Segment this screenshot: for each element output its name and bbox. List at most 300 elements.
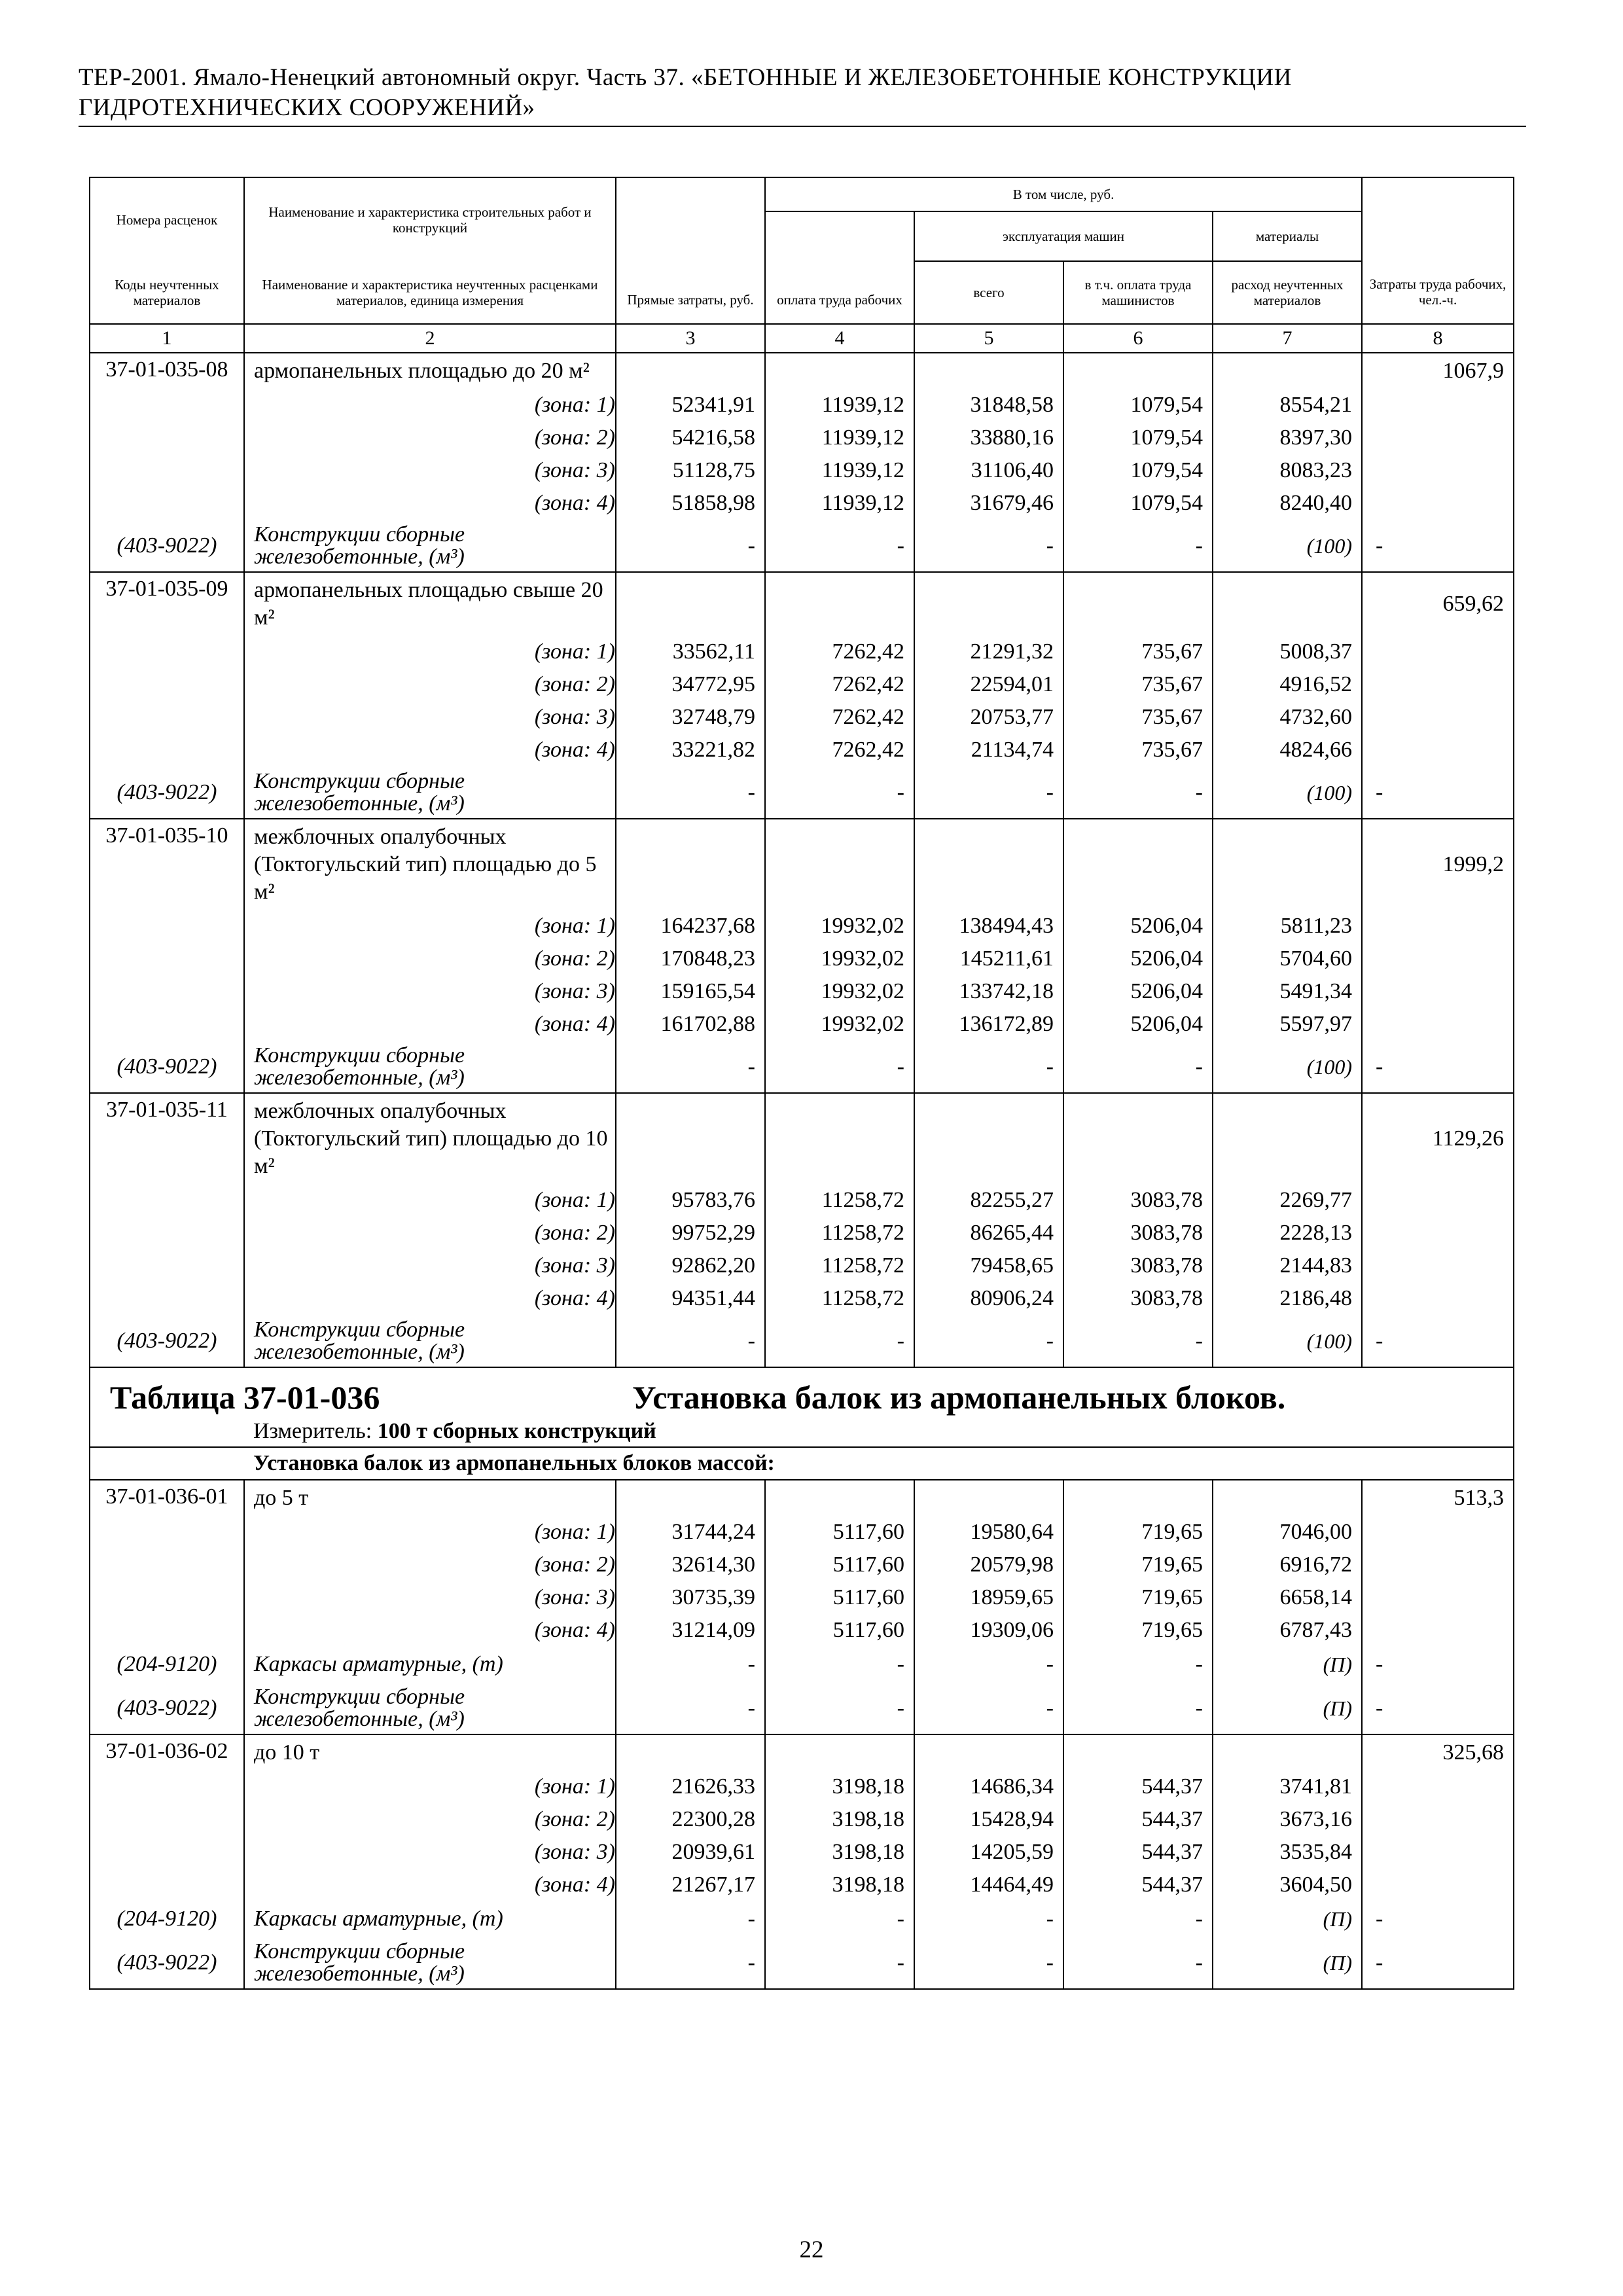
col1-top-header: Номера расценок: [90, 177, 244, 261]
section-title-cell: [90, 1367, 1514, 1416]
empty-cell: [90, 701, 244, 734]
material-name: Каркасы арматурные, (т): [244, 1647, 616, 1682]
zone-label: (зона: 3): [244, 1249, 616, 1282]
value-cell: 20939,61: [616, 1836, 765, 1869]
column-number: 5: [914, 324, 1063, 353]
rate-row: [90, 819, 1514, 910]
empty-cell: [1362, 422, 1514, 454]
dash-cell: -: [765, 1937, 914, 1989]
empty-cell: [914, 819, 1063, 910]
dash-cell: -: [765, 1041, 914, 1093]
zone-label: (зона: 1): [244, 910, 616, 942]
empty-cell: [765, 819, 914, 910]
empty-cell: [90, 1217, 244, 1249]
page-number: 22: [799, 2236, 824, 2263]
dash-cell: -: [1063, 520, 1213, 572]
dash-cell: -: [914, 1901, 1063, 1937]
empty-cell: [90, 1184, 244, 1217]
empty-cell: [1362, 942, 1514, 975]
value-cell: 1079,54: [1063, 389, 1213, 422]
zone-row: [90, 942, 1514, 975]
dash-cell: -: [765, 1682, 914, 1734]
labor-cost: 1999,2: [1362, 819, 1514, 910]
zone-row: [90, 1803, 1514, 1836]
rate-title: армопанельных площадью до 20 м²: [244, 353, 616, 389]
zone-row: [90, 1869, 1514, 1901]
value-cell: 33221,82: [616, 734, 765, 766]
rate-title: армопанельных площадью свыше 20 м²: [244, 572, 616, 636]
empty-cell: [1063, 1734, 1213, 1770]
zone-label: (зона: 2): [244, 668, 616, 701]
value-cell: 138494,43: [914, 910, 1063, 942]
value-cell: 7046,00: [1213, 1516, 1362, 1549]
col4-header: оплата труда рабочих: [765, 211, 914, 324]
value-cell: 5597,97: [1213, 1008, 1362, 1041]
empty-cell: [1362, 1770, 1514, 1803]
material-qty: (П): [1213, 1647, 1362, 1682]
material-name: Конструкции сборные железобетонные, (м³): [244, 1937, 616, 1989]
value-cell: 4732,60: [1213, 701, 1362, 734]
material-row: [90, 520, 1514, 572]
empty-cell: [914, 1093, 1063, 1184]
dash-cell: -: [616, 1901, 765, 1937]
material-row: [90, 1315, 1514, 1367]
value-cell: 719,65: [1063, 1614, 1213, 1647]
value-cell: 11939,12: [765, 454, 914, 487]
empty-cell: [90, 942, 244, 975]
column-number: 2: [244, 324, 616, 353]
zone-row: [90, 1249, 1514, 1282]
rate-title: до 5 т: [244, 1480, 616, 1516]
value-cell: 136172,89: [914, 1008, 1063, 1041]
zone-row: [90, 1836, 1514, 1869]
empty-cell: [1362, 1516, 1514, 1549]
zone-label: (зона: 2): [244, 422, 616, 454]
column-number: 6: [1063, 324, 1213, 353]
empty-cell: [1362, 1549, 1514, 1581]
col5-header: всего: [914, 261, 1063, 324]
value-cell: 79458,65: [914, 1249, 1063, 1282]
empty-cell: [1063, 819, 1213, 910]
labor-cost: 325,68: [1362, 1734, 1514, 1770]
zone-label: (зона: 4): [244, 1282, 616, 1315]
dash-cell: -: [1063, 766, 1213, 819]
rate-title: межблочных опалубочных (Токтогульский тип) площадью до 5 м²: [244, 819, 616, 910]
empty-cell: [90, 1282, 244, 1315]
value-cell: 735,67: [1063, 734, 1213, 766]
zone-row: [90, 487, 1514, 520]
value-cell: 170848,23: [616, 942, 765, 975]
col6-header: в т.ч. оплата труда машинистов: [1063, 261, 1213, 324]
dash-cell: -: [765, 766, 914, 819]
empty-cell: [616, 572, 765, 636]
zone-row: [90, 1008, 1514, 1041]
value-cell: 3083,78: [1063, 1249, 1213, 1282]
value-cell: 30735,39: [616, 1581, 765, 1614]
value-cell: 164237,68: [616, 910, 765, 942]
zone-label: (зона: 4): [244, 1869, 616, 1901]
value-cell: 33562,11: [616, 636, 765, 668]
zone-label: (зона: 1): [244, 1184, 616, 1217]
empty-cell: [90, 910, 244, 942]
zone-row: [90, 1614, 1514, 1647]
empty-cell: [1213, 572, 1362, 636]
material-code: (403-9022): [90, 1682, 244, 1734]
empty-cell: [1213, 353, 1362, 389]
header-line-1: ТЕР-2001. Ямало-Ненецкий автономный округ. Часть 37. «БЕТОННЫЕ И ЖЕЛЕЗОБЕТОННЫЕ КОНСТРУКЦИИ: [79, 64, 1292, 91]
dash-cell: -: [616, 1041, 765, 1093]
empty-cell: [1362, 734, 1514, 766]
empty-cell: [616, 1734, 765, 1770]
empty-cell: [616, 1480, 765, 1516]
empty-cell: [1213, 1480, 1362, 1516]
value-cell: 54216,58: [616, 422, 765, 454]
value-cell: 5206,04: [1063, 1008, 1213, 1041]
material-name: Конструкции сборные железобетонные, (м³): [244, 1682, 616, 1734]
dash-cell: -: [1362, 1901, 1514, 1937]
value-cell: 719,65: [1063, 1581, 1213, 1614]
empty-cell: [90, 1008, 244, 1041]
value-cell: 3083,78: [1063, 1282, 1213, 1315]
value-cell: 5206,04: [1063, 942, 1213, 975]
empty-cell: [616, 819, 765, 910]
dash-cell: -: [1063, 1041, 1213, 1093]
value-cell: 8240,40: [1213, 487, 1362, 520]
empty-cell: [1362, 636, 1514, 668]
value-cell: 95783,76: [616, 1184, 765, 1217]
value-cell: 5117,60: [765, 1614, 914, 1647]
measure-row: [90, 1416, 1514, 1447]
value-cell: 82255,27: [914, 1184, 1063, 1217]
page-header: [79, 63, 1512, 123]
zone-row: [90, 1581, 1514, 1614]
rate-code: 37-01-035-10: [90, 819, 244, 910]
including-header: В том числе, руб.: [765, 177, 1362, 211]
value-cell: 14686,34: [914, 1770, 1063, 1803]
empty-cell: [90, 1447, 244, 1480]
value-cell: 11939,12: [765, 487, 914, 520]
value-cell: 32614,30: [616, 1549, 765, 1581]
dash-cell: -: [1362, 520, 1514, 572]
dash-cell: -: [914, 1937, 1063, 1989]
empty-cell: [1362, 487, 1514, 520]
value-cell: 3673,16: [1213, 1803, 1362, 1836]
value-cell: 7262,42: [765, 636, 914, 668]
material-qty: (П): [1213, 1937, 1362, 1989]
dash-cell: -: [1362, 1041, 1514, 1093]
value-cell: 19580,64: [914, 1516, 1063, 1549]
empty-cell: [1362, 1869, 1514, 1901]
value-cell: 52341,91: [616, 389, 765, 422]
empty-cell: [1213, 819, 1362, 910]
value-cell: 19932,02: [765, 942, 914, 975]
zone-label: (зона: 4): [244, 734, 616, 766]
empty-cell: [90, 1836, 244, 1869]
value-cell: 19932,02: [765, 975, 914, 1008]
dash-cell: -: [616, 1315, 765, 1367]
empty-cell: [914, 1480, 1063, 1516]
dash-cell: -: [1063, 1315, 1213, 1367]
col3-header: Прямые затраты, руб.: [616, 177, 765, 324]
rate-title: межблочных опалубочных (Токтогульский тип) площадью до 10 м²: [244, 1093, 616, 1184]
material-qty: (П): [1213, 1901, 1362, 1937]
value-cell: 92862,20: [616, 1249, 765, 1282]
value-cell: 5117,60: [765, 1581, 914, 1614]
material-row: [90, 1682, 1514, 1734]
value-cell: 544,37: [1063, 1836, 1213, 1869]
empty-cell: [90, 389, 244, 422]
value-cell: 20753,77: [914, 701, 1063, 734]
value-cell: 31848,58: [914, 389, 1063, 422]
column-number: 8: [1362, 324, 1514, 353]
dash-cell: -: [616, 766, 765, 819]
value-cell: 31679,46: [914, 487, 1063, 520]
empty-cell: [1362, 1282, 1514, 1315]
value-cell: 5117,60: [765, 1516, 914, 1549]
zone-row: [90, 1516, 1514, 1549]
value-cell: 22594,01: [914, 668, 1063, 701]
material-name: Конструкции сборные железобетонные, (м³): [244, 1315, 616, 1367]
empty-cell: [90, 487, 244, 520]
value-cell: 3198,18: [765, 1869, 914, 1901]
value-cell: 3083,78: [1063, 1217, 1213, 1249]
dash-cell: -: [914, 766, 1063, 819]
empty-cell: [914, 353, 1063, 389]
empty-cell: [616, 1093, 765, 1184]
value-cell: 21626,33: [616, 1770, 765, 1803]
dash-cell: -: [1063, 1937, 1213, 1989]
value-cell: 2186,48: [1213, 1282, 1362, 1315]
material-code: (403-9022): [90, 520, 244, 572]
column-number: 1: [90, 324, 244, 353]
empty-cell: [914, 1734, 1063, 1770]
value-cell: 19932,02: [765, 910, 914, 942]
empty-cell: [90, 1614, 244, 1647]
value-cell: 4916,52: [1213, 668, 1362, 701]
table-number: Таблица 37-01-036: [110, 1379, 380, 1416]
value-cell: 4824,66: [1213, 734, 1362, 766]
value-cell: 34772,95: [616, 668, 765, 701]
zone-row: [90, 975, 1514, 1008]
value-cell: 22300,28: [616, 1803, 765, 1836]
rates-table-frame: [89, 177, 1513, 1990]
col2-top-header: Наименование и характеристика строительных работ и конструкций: [244, 177, 616, 261]
value-cell: 8397,30: [1213, 422, 1362, 454]
rate-code: 37-01-035-08: [90, 353, 244, 389]
zone-label: (зона: 2): [244, 1549, 616, 1581]
empty-cell: [1362, 975, 1514, 1008]
zone-label: (зона: 4): [244, 1008, 616, 1041]
dash-cell: -: [616, 1937, 765, 1989]
empty-cell: [90, 975, 244, 1008]
rate-row: [90, 1093, 1514, 1184]
zone-row: [90, 668, 1514, 701]
rates-table: [89, 177, 1514, 1990]
empty-cell: [90, 1516, 244, 1549]
value-cell: 3083,78: [1063, 1184, 1213, 1217]
value-cell: 3198,18: [765, 1803, 914, 1836]
material-code: (204-9120): [90, 1901, 244, 1937]
empty-cell: [1063, 1093, 1213, 1184]
value-cell: 2144,83: [1213, 1249, 1362, 1282]
value-cell: 8083,23: [1213, 454, 1362, 487]
column-number: 7: [1213, 324, 1362, 353]
zone-row: [90, 1549, 1514, 1581]
value-cell: 3741,81: [1213, 1770, 1362, 1803]
dash-cell: -: [1063, 1647, 1213, 1682]
zone-row: [90, 1184, 1514, 1217]
material-name: Конструкции сборные железобетонные, (м³): [244, 1041, 616, 1093]
value-cell: 7262,42: [765, 734, 914, 766]
value-cell: 719,65: [1063, 1549, 1213, 1581]
dash-cell: -: [765, 1901, 914, 1937]
rate-code: 37-01-035-09: [90, 572, 244, 636]
machines-header: эксплуатация машин: [914, 211, 1213, 261]
col2-bottom-header: Наименование и характеристика неучтенных расценками материалов, единица измерения: [244, 261, 616, 324]
empty-cell: [1362, 910, 1514, 942]
zone-label: (зона: 2): [244, 1803, 616, 1836]
empty-cell: [1362, 1184, 1514, 1217]
measure-label: Измеритель:: [253, 1419, 372, 1443]
dash-cell: -: [765, 1315, 914, 1367]
zone-label: (зона: 1): [244, 1516, 616, 1549]
empty-cell: [1063, 353, 1213, 389]
value-cell: 11939,12: [765, 389, 914, 422]
zone-label: (зона: 1): [244, 1770, 616, 1803]
empty-cell: [90, 1869, 244, 1901]
value-cell: 11258,72: [765, 1217, 914, 1249]
value-cell: 18959,65: [914, 1581, 1063, 1614]
zone-label: (зона: 3): [244, 975, 616, 1008]
zone-row: [90, 734, 1514, 766]
rate-code: 37-01-036-02: [90, 1734, 244, 1770]
rate-code: 37-01-036-01: [90, 1480, 244, 1516]
value-cell: 7262,42: [765, 701, 914, 734]
value-cell: 544,37: [1063, 1770, 1213, 1803]
empty-cell: [90, 1581, 244, 1614]
value-cell: 2269,77: [1213, 1184, 1362, 1217]
value-cell: 80906,24: [914, 1282, 1063, 1315]
material-code: (403-9022): [90, 766, 244, 819]
material-code: (403-9022): [90, 1041, 244, 1093]
value-cell: 161702,88: [616, 1008, 765, 1041]
value-cell: 51858,98: [616, 487, 765, 520]
value-cell: 544,37: [1063, 1869, 1213, 1901]
dash-cell: -: [765, 1647, 914, 1682]
value-cell: 1079,54: [1063, 487, 1213, 520]
value-cell: 159165,54: [616, 975, 765, 1008]
empty-cell: [1362, 668, 1514, 701]
value-cell: 15428,94: [914, 1803, 1063, 1836]
empty-cell: [1362, 454, 1514, 487]
empty-cell: [1362, 1614, 1514, 1647]
value-cell: 735,67: [1063, 668, 1213, 701]
dash-cell: -: [1362, 1647, 1514, 1682]
empty-cell: [1362, 1008, 1514, 1041]
value-cell: 8554,21: [1213, 389, 1362, 422]
empty-cell: [90, 454, 244, 487]
material-qty: (100): [1213, 520, 1362, 572]
empty-cell: [765, 1093, 914, 1184]
value-cell: 6658,14: [1213, 1581, 1362, 1614]
empty-cell: [1362, 1249, 1514, 1282]
material-code: (204-9120): [90, 1647, 244, 1682]
empty-cell: [765, 1734, 914, 1770]
value-cell: 2228,13: [1213, 1217, 1362, 1249]
material-qty: (100): [1213, 1315, 1362, 1367]
empty-cell: [765, 572, 914, 636]
value-cell: 94351,44: [616, 1282, 765, 1315]
empty-cell: [765, 353, 914, 389]
empty-cell: [90, 734, 244, 766]
table-title: Установка балок из армопанельных блоков.: [632, 1379, 1286, 1416]
dash-cell: -: [616, 1647, 765, 1682]
zone-label: (зона: 4): [244, 1614, 616, 1647]
empty-cell: [90, 1416, 244, 1447]
material-qty: (100): [1213, 1041, 1362, 1093]
empty-cell: [616, 353, 765, 389]
value-cell: 86265,44: [914, 1217, 1063, 1249]
group-title-row: [90, 1447, 1514, 1480]
empty-cell: [90, 668, 244, 701]
zone-label: (зона: 2): [244, 942, 616, 975]
zone-label: (зона: 3): [244, 701, 616, 734]
value-cell: 31106,40: [914, 454, 1063, 487]
labor-cost: 1129,26: [1362, 1093, 1514, 1184]
rate-code: 37-01-035-11: [90, 1093, 244, 1184]
labor-cost: 659,62: [1362, 572, 1514, 636]
value-cell: 11939,12: [765, 422, 914, 454]
dash-cell: -: [1063, 1901, 1213, 1937]
material-row: [90, 766, 1514, 819]
empty-cell: [90, 636, 244, 668]
zone-row: [90, 1282, 1514, 1315]
material-row: [90, 1041, 1514, 1093]
empty-cell: [1362, 1581, 1514, 1614]
dash-cell: -: [914, 1315, 1063, 1367]
zone-label: (зона: 3): [244, 1836, 616, 1869]
material-qty: (100): [1213, 766, 1362, 819]
value-cell: 99752,29: [616, 1217, 765, 1249]
value-cell: 6916,72: [1213, 1549, 1362, 1581]
empty-cell: [1362, 389, 1514, 422]
value-cell: 133742,18: [914, 975, 1063, 1008]
material-row: [90, 1937, 1514, 1989]
empty-cell: [90, 1803, 244, 1836]
labor-cost: 513,3: [1362, 1480, 1514, 1516]
dash-cell: -: [914, 520, 1063, 572]
value-cell: 1079,54: [1063, 422, 1213, 454]
value-cell: 11258,72: [765, 1184, 914, 1217]
dash-cell: -: [1362, 1937, 1514, 1989]
zone-label: (зона: 1): [244, 389, 616, 422]
value-cell: 719,65: [1063, 1516, 1213, 1549]
col1-bottom-header: Коды неучтенных материалов: [90, 261, 244, 324]
value-cell: 11258,72: [765, 1249, 914, 1282]
empty-cell: [1063, 1480, 1213, 1516]
material-row: [90, 1901, 1514, 1937]
value-cell: 51128,75: [616, 454, 765, 487]
dash-cell: -: [765, 520, 914, 572]
dash-cell: -: [1063, 1682, 1213, 1734]
measure-value: 100 т сборных конструкций: [377, 1419, 656, 1443]
value-cell: 1079,54: [1063, 454, 1213, 487]
value-cell: 5491,34: [1213, 975, 1362, 1008]
empty-cell: [1362, 701, 1514, 734]
value-cell: 21134,74: [914, 734, 1063, 766]
value-cell: 31744,24: [616, 1516, 765, 1549]
zone-row: [90, 636, 1514, 668]
